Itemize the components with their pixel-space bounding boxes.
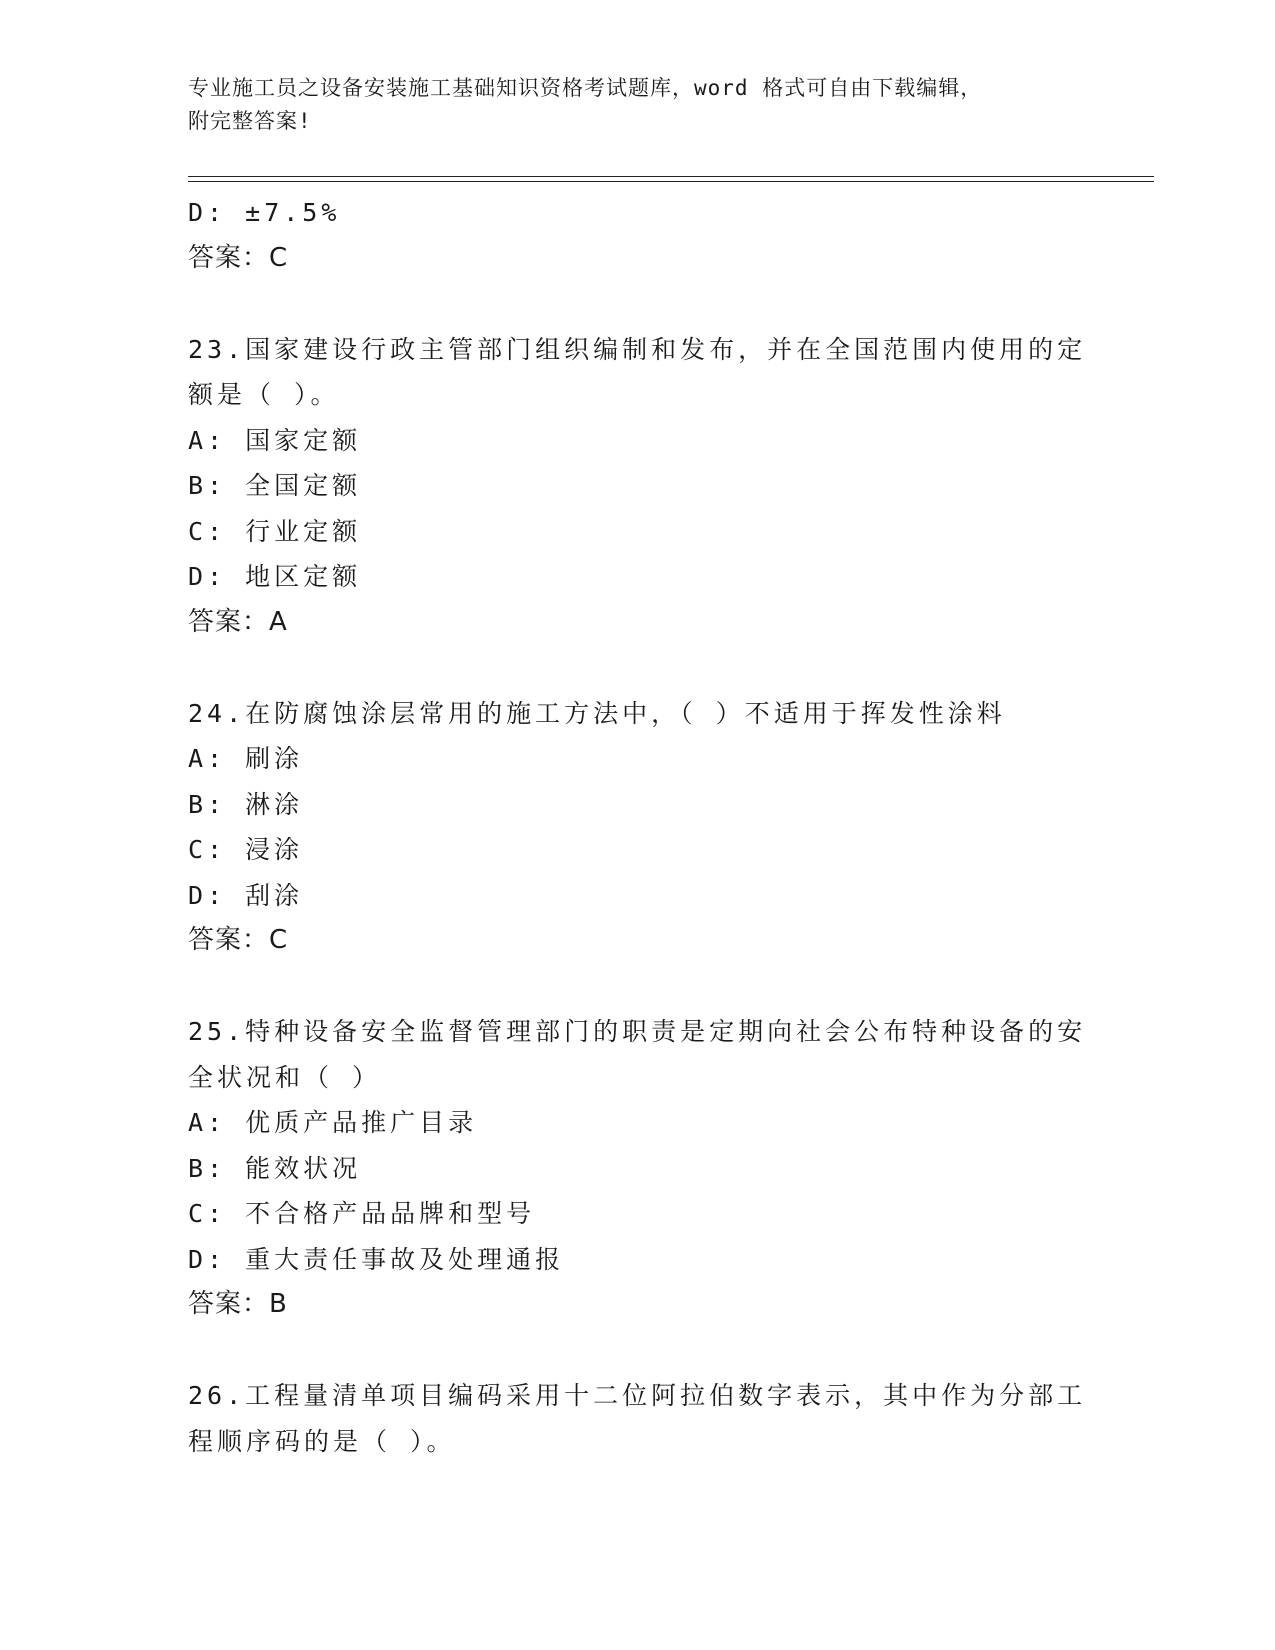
question-text: 25.特种设备安全监督管理部门的职责是定期向社会公布特种设备的安 xyxy=(188,1017,1087,1046)
option-c: C: 行业定额 xyxy=(188,516,362,546)
answer-line: 答案：A xyxy=(188,606,288,637)
spacer xyxy=(188,1328,1088,1374)
option-d: D: 重大责任事故及处理通报 xyxy=(188,1244,565,1274)
question-list xyxy=(188,190,1088,1464)
option-d: D: 刮涂 xyxy=(188,880,304,910)
option-d: D: ±7.5% xyxy=(188,198,341,227)
option-a: A: 刷涂 xyxy=(188,744,304,773)
answer-line: 答案：C xyxy=(188,925,289,955)
document-header xyxy=(188,72,1068,138)
header-line-2: 附完整答案! xyxy=(188,109,312,133)
question-24 xyxy=(188,691,1088,964)
question-text: 23.国家建设行政主管部门组织编制和发布，并在全国范围内使用的定 xyxy=(188,334,1087,364)
question-text-continued: 程顺序码的是（ ）。 xyxy=(188,1426,456,1456)
option-a: A: 国家定额 xyxy=(188,425,362,455)
option-b: B: 能效状况 xyxy=(188,1153,362,1183)
option-b: B: 淋涂 xyxy=(188,789,304,819)
answer-line: 答案：C xyxy=(188,242,289,273)
question-26 xyxy=(188,1373,1088,1464)
option-b: B: 全国定额 xyxy=(188,471,362,500)
option-c: C: 浸涂 xyxy=(188,835,304,864)
header-divider-bottom xyxy=(188,181,1154,182)
spacer xyxy=(188,964,1088,1010)
header-line-1: 专业施工员之设备安装施工基础知识资格考试题库，word 格式可自由下载编辑， xyxy=(188,76,983,100)
question-25 xyxy=(188,1009,1088,1328)
spacer xyxy=(188,281,1088,327)
option-c: C: 不合格产品品牌和型号 xyxy=(188,1199,536,1228)
option-d: D: 地区定额 xyxy=(188,562,362,591)
question-text: 26.工程量清单项目编码采用十二位阿拉伯数字表示，其中作为分部工 xyxy=(188,1381,1087,1410)
question-23 xyxy=(188,327,1088,646)
header-divider-top xyxy=(188,176,1154,177)
previous-question-tail xyxy=(188,190,1088,281)
answer-line: 答案：B xyxy=(188,1289,288,1319)
question-text-continued: 全状况和（ ） xyxy=(188,1062,382,1092)
option-a: A: 优质产品推广目录 xyxy=(188,1108,478,1137)
question-text: 24.在防腐蚀涂层常用的施工方法中，（ ）不适用于挥发性涂料 xyxy=(188,698,1006,728)
spacer xyxy=(188,645,1088,691)
question-text-continued: 额是（ ）。 xyxy=(188,380,340,409)
